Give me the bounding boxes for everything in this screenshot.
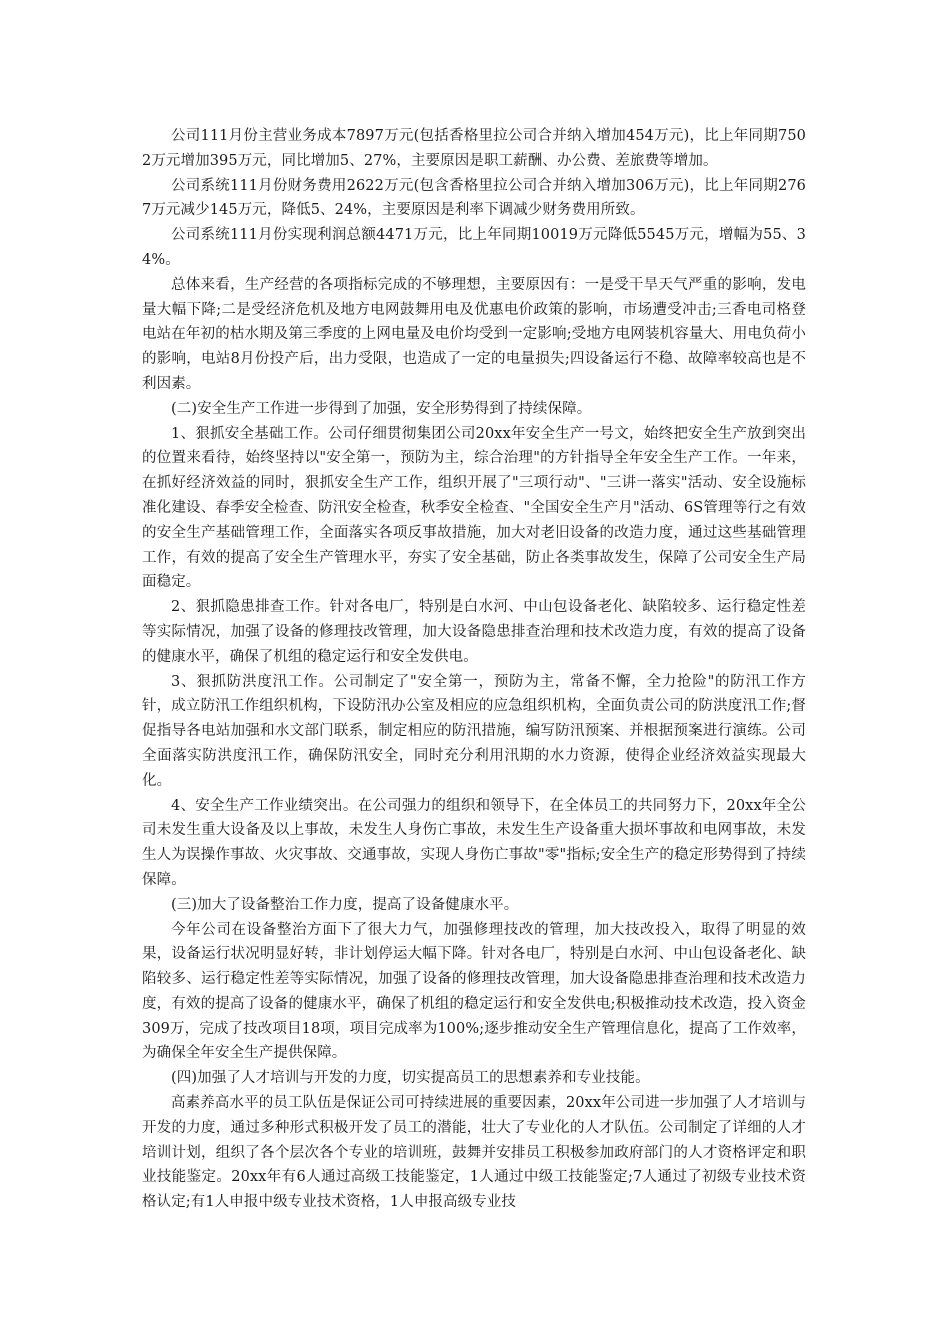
document-body — [142, 124, 806, 1215]
paragraph-equipment-renovation: 今年公司在设备整治方面下了很大力气，加强修理技改的管理，加大技改投入，取得了明显的效果，设备运行状况明显好转，非计划停运大幅下降。针对各电厂，特别是白水河、中山包设备老化、缺陷较多、运行稳定性差等实际情况，加强了设备的修理技改管理，加大设备隐患排查治理和技术改造力度，有效的提高了设备的健康水平，确保了机组的稳定运行和安全发供电;积极推动技术改造，投入资金309万，完成了技改项目18项，项目完成率为100%;逐步推动安全生产管理信息化，提高了工作效率，为确保全年安全生产提供保障。 — [142, 921, 806, 1062]
paragraph-total-profit: 公司系统111月份实现利润总额4471万元，比上年同期10019万元降低5545万元，增幅为55、34%。 — [142, 227, 806, 268]
paragraph-talent-training: 高素养高水平的员工队伍是保证公司可持续进展的重要因素，20xx年公司进一步加强了人才培训与开发的力度，通过多种形式积极开发了员工的潜能，壮大了专业化的人才队伍。公司制定了详细的人才培训计划，组织了各个层次各个专业的培训班，鼓舞并安排员工积极参加政府部门的人才资格评定和职业技能鉴定。20xx年有6人通过高级工技能鉴定，1人通过中级工技能鉴定;7人通过了初级专业技术资格认定;有1人申报中级专业技术资格，1人申报高级专业技 — [142, 1095, 806, 1211]
section-heading-equipment: (三)加大了设备整治工作力度，提高了设备健康水平。 — [171, 896, 519, 913]
paragraph-financial-expense: 公司系统111月份财务费用2622万元(包含香格里拉公司合并纳入增加306万元)，比上年同期2767万元减少145万元，降低5、24%，主要原因是利率下调减少财务费用所致。 — [142, 177, 806, 219]
paragraph-operating-cost: 公司111月份主营业务成本7897万元(包括香格里拉公司合并纳入增加454万元)，比上年同期7502万元增加395万元，同比增加5、27%，主要原因是职工薪酬、办公费、差旅费等增加。 — [142, 128, 806, 169]
paragraph-flood-control: 3、狠抓防洪度汛工作。公司制定了"安全第一，预防为主，常备不懈，全力抢险"的防汛工作方针，成立防汛工作组织机构，下设防汛办公室及相应的应急组织机构，全面负责公司的防洪度汛工作;督促指导各电站加强和水文部门联系，制定相应的防汛措施，编写防汛预案、并根据预案进行演练。公司全面落实防洪度汛工作，确保防汛安全，同时充分利用汛期的水力资源，使得企业经济效益实现最大化。 — [142, 673, 806, 789]
section-heading-training: (四)加强了人才培训与开发的力度，切实提高员工的思想素养和专业技能。 — [171, 1070, 650, 1087]
paragraph-hazard-inspection: 2、狠抓隐患排查工作。针对各电厂，特别是白水河、中山包设备老化、缺陷较多、运行稳定性差等实际情况，加强了设备的修理技改管理，加大设备隐患排查治理和技术改造力度，有效的提高了设备的健康水平，确保了机组的稳定运行和安全发供电。 — [142, 599, 806, 665]
paragraph-safety-foundation: 1、狠抓安全基础工作。公司仔细贯彻集团公司20xx年安全生产一号文，始终把安全生产放到突出的位置来看待，始终坚持以"安全第一，预防为主，综合治理"的方针指导全年安全生产工作。一年来，在抓好经济效益的同时，狠抓安全生产工作，组织开展了"三项行动"、"三讲一落实"活动、安全设施标准化建设、春季安全检查、防汛安全检查，秋季安全检查、"全国安全生产月"活动、6S管理等行之有效的安全生产基础管理工作，全面落实各项反事故措施，加大对老旧设备的改造力度，通过这些基础管理工作，有效的提高了安全生产管理水平，夯实了安全基础，防止各类事故发生，保障了公司安全生产局面稳定。 — [142, 425, 806, 591]
section-heading-safety: (二)安全生产工作进一步得到了加强，安全形势得到了持续保障。 — [171, 400, 592, 417]
paragraph-safety-performance: 4、安全生产工作业绩突出。在公司强力的组织和领导下，在全体员工的共同努力下，20xx年全公司未发生重大设备及以上事故，未发生人身伤亡事故，未发生生产设备重大损坏事故和电网事故，未发生人为误操作事故、火灾事故、交通事故，实现人身伤亡事故"零"指标;安全生产的稳定形势得到了持续保障。 — [142, 797, 806, 888]
paragraph-overall-summary: 总体来看，生产经营的各项指标完成的不够理想，主要原因有：一是受干旱天气严重的影响，发电量大幅下降;二是受经济危机及地方电网鼓舞用电及优惠电价政策的影响，市场遭受冲击;三香电司格登电站在年初的枯水期及第三季度的上网电量及电价均受到一定影响;受地方电网装机容量大、用电负荷小的影响，电站8月份投产后，出力受限，也造成了一定的电量损失;四设备运行不稳、故障率较高也是不利因素。 — [142, 276, 806, 392]
